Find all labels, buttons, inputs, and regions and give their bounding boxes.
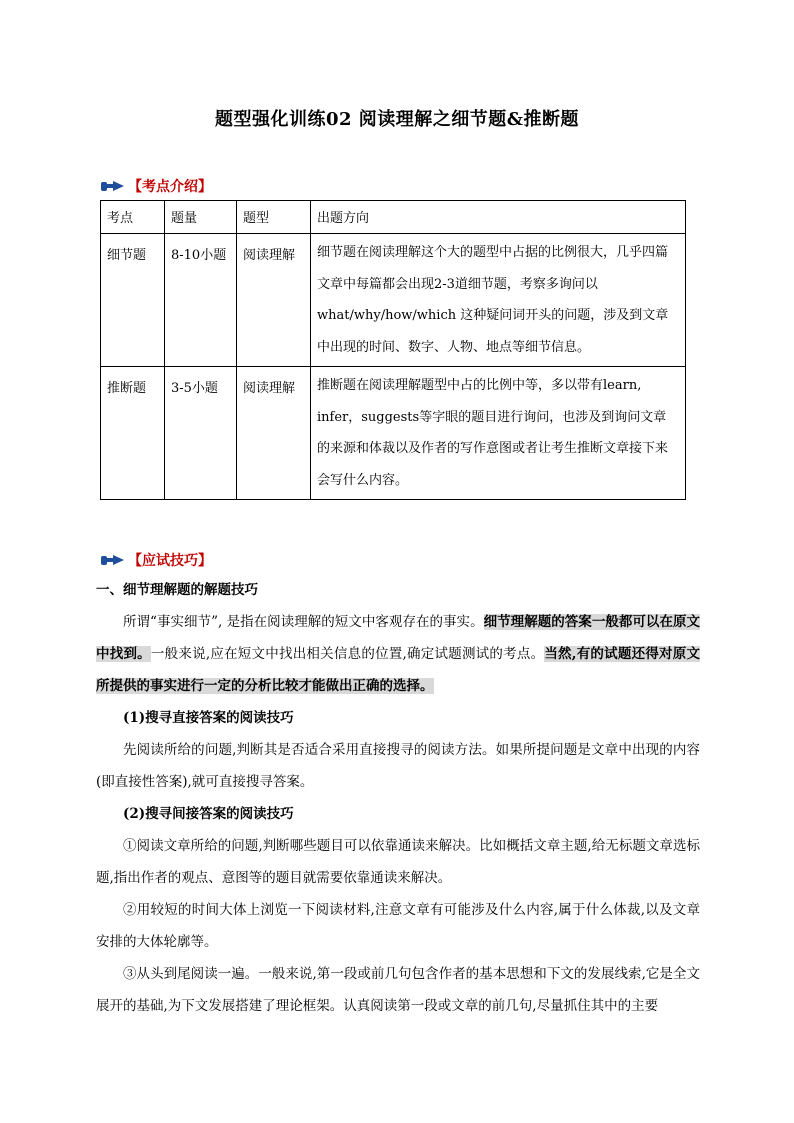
section-heading-exam-points bbox=[100, 176, 212, 196]
text-span: 所谓“事实细节”, 是指在阅读理解的短文中客观存在的事实。 bbox=[123, 614, 484, 630]
section-heading-test-tips bbox=[100, 550, 212, 570]
section-heading-label: 【应试技巧】 bbox=[128, 553, 212, 569]
table-header-cell: 出题方向 bbox=[311, 201, 686, 234]
tips-body bbox=[96, 574, 700, 1022]
table-header-cell: 题量 bbox=[165, 201, 237, 234]
paragraph-direct-answer: 先阅读所给的问题,判断其是否适合采用直接搜寻的阅读方法。如果所提问题是文章中出现的内容(即直接性答案),就可直接搜寻答案。 bbox=[96, 742, 700, 790]
paragraph-step-1: ①阅读文章所给的问题,判断哪些题目可以依靠通读来解决。比如概括文章主题,给无标题文章选标题,指出作者的观点、意图等的题目就需要依靠通读来解决。 bbox=[96, 838, 700, 886]
table-row bbox=[101, 234, 686, 367]
page-title: 题型强化训练02 阅读理解之细节题&推断题 bbox=[214, 109, 580, 130]
table-cell-type: 阅读理解 bbox=[237, 234, 311, 367]
section-heading-label: 【考点介绍】 bbox=[128, 179, 212, 195]
table-cell-point: 推断题 bbox=[101, 367, 165, 500]
highlighted-text: 细节理解题的答案一般都可以在原文中找到。 bbox=[96, 614, 701, 662]
paragraph-step-2: ②用较短的时间大体上浏览一下阅读材料,注意文章有可能涉及什么内容,属于什么体裁,以及文章安排的大体轮廓等。 bbox=[96, 902, 700, 950]
pointing-hand-icon bbox=[100, 553, 126, 567]
subheading-indirect-answer: (2)搜寻间接答案的阅读技巧 bbox=[123, 806, 294, 822]
exam-points-table bbox=[100, 200, 686, 500]
table-header-row bbox=[101, 201, 686, 234]
paragraph-step-3: ③从头到尾阅读一遍。一般来说,第一段或前几句包含作者的基本思想和下文的发展线索,它是全文展开的基础,为下文发展搭建了理论框架。认真阅读第一段或文章的前几句,尽量抓住其中的主要 bbox=[96, 966, 700, 1014]
table-cell-type: 阅读理解 bbox=[237, 367, 311, 500]
table-cell-count: 3-5小题 bbox=[165, 367, 237, 500]
table-header-cell: 考点 bbox=[101, 201, 165, 234]
heading-detail-techniques: 一、细节理解题的解题技巧 bbox=[96, 582, 258, 598]
table-cell-direction: 细节题在阅读理解这个大的题型中占据的比例很大，几乎四篇文章中每篇都会出现2-3道细节题，考察多询问以what/why/how/which 这种疑问词开头的问题，涉及到文章中出现的时间、数字、人物、地点等细节信息。 bbox=[311, 234, 686, 367]
pointing-hand-icon bbox=[100, 179, 126, 193]
table-cell-direction: 推断题在阅读理解题型中占的比例中等，多以带有learn, infer，suggests等字眼的题目进行询问，也涉及到询问文章的来源和体裁以及作者的写作意图或者让考生推断文章接下来会写什么内容。 bbox=[311, 367, 686, 500]
table-header-cell: 题型 bbox=[237, 201, 311, 234]
table-cell-point: 细节题 bbox=[101, 234, 165, 367]
table-row bbox=[101, 367, 686, 500]
table-cell-count: 8-10小题 bbox=[165, 234, 237, 367]
subheading-direct-answer: (1)搜寻直接答案的阅读技巧 bbox=[123, 710, 294, 726]
paragraph-fact-detail bbox=[96, 606, 700, 702]
highlighted-text: 当然,有的试题还得对原文所提供的事实进行一定的分析比较才能做出正确的选择。 bbox=[96, 646, 701, 694]
text-span: 一般来说,应在短文中找出相关信息的位置,确定试题测试的考点。 bbox=[150, 646, 545, 662]
